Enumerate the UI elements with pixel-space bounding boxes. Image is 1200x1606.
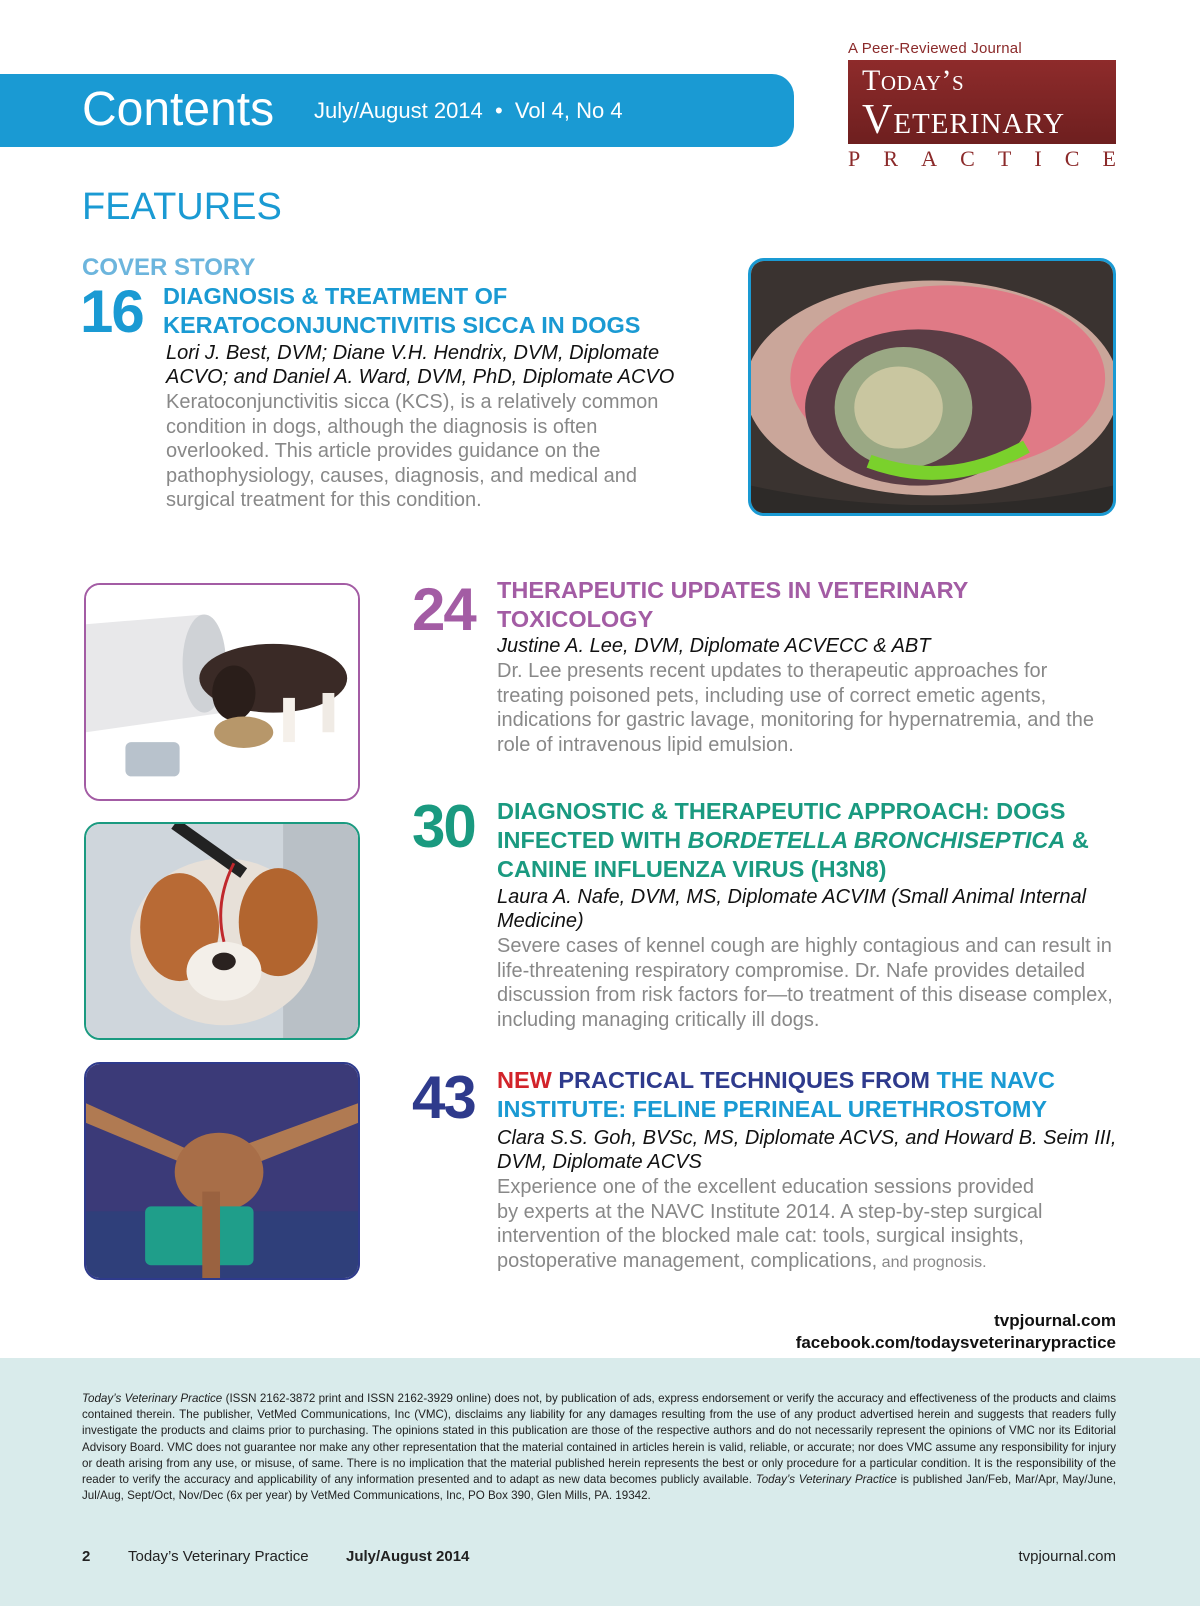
disclaimer-text: Today’s Veterinary Practice (ISSN 2162-3872 print and ISSN 2162-3929 online) does not, by publication of ads, express endorsement or verify the accuracy and effectiveness of the products and claims contained therein. The publisher, VetMed Communications, Inc (VMC), disclaims any liability for any damages resulting from the use of any product advertised herein and suggests that readers fully investigate the products and claims prior to purchasing. The opinions stated in this publication are those of the respective authors and do not necessarily represent the opinions of VMC nor its Editorial Advisory Board. VMC does not guarantee nor make any other representation that the material contained in articles herein is valid, reliable, or accurate; nor does VMC assume any responsibility for injury or death arising from any use, or misuse, of same. There is no implication that the material published herein represents the best or only procedure for a particular condition. It is the responsibility of the reader to verify the accuracy and applicability of any information presented and to adapt as new data becomes publicly available. Today’s Veterinary Practice is published Jan/Feb, Mar/Apr, May/June, Jul/Aug, Sept/Oct, Nov/Dec (6x per year) by VetMed Communications, Inc, PO Box 390, Glen Mills, PA. 19342.	[82, 1392, 1116, 1503]
article-title[interactable]: DIAGNOSTIC & THERAPEUTIC APPROACH: DOGS INFECTED WITH BORDETELLA BRONCHISEPTICA & CANINE INFLUENZA VIRUS (H3N8)	[497, 798, 1089, 882]
article-description: Keratoconjunctivitis sicca (KCS), is a relatively common condition in dogs, although the diagnosis is often overlooked. This article provides guidance on the pathophysiology, causes, diagnosis, and medical and surgical treatment for this condition.	[166, 391, 659, 511]
peer-reviewed-label: A Peer-Reviewed Journal	[848, 40, 1022, 57]
article-authors: Laura A. Nafe, DVM, MS, Diplomate ACVIM (Small Animal Internal Medicine)	[497, 886, 1087, 932]
article-title[interactable]: THERAPEUTIC UPDATES IN VETERINARY TOXICOLOGY	[497, 577, 968, 632]
puppy-photo	[84, 583, 360, 801]
article-title[interactable]: DIAGNOSIS & TREATMENT OF KERATOCONJUNCTIVITIS SICCA IN DOGS	[163, 283, 641, 338]
article-description: Dr. Lee presents recent updates to therapeutic approaches for treating poisoned pets, including use of correct emetic agents, indications for gastric lavage, monitoring for hypernatremia, and the role of intravenous lipid emulsion.	[497, 660, 1094, 756]
logo-text-veterinary: Veterinary	[862, 97, 1066, 143]
footer-website-link[interactable]: tvpjournal.com	[1018, 1548, 1116, 1565]
article-description: Severe cases of kennel cough are highly contagious and can result in life-threatening respiratory compromise. Dr. Nafe provides detailed discussion from risk factors for—to treatment of this disease complex, including managing critically ill dogs.	[497, 935, 1113, 1031]
footer-journal-name: Today’s Veterinary Practice	[128, 1548, 309, 1565]
issue-label: July/August 2014 • Vol 4, No 4	[314, 98, 623, 123]
footer-issue: July/August 2014	[346, 1548, 470, 1565]
cat-surgery-photo	[84, 1062, 360, 1280]
article-authors: Justine A. Lee, DVM, Diplomate ACVECC & ABT	[497, 635, 931, 657]
website-link[interactable]: tvpjournal.com	[994, 1311, 1116, 1330]
logo-text-practice: P R A C T I C E	[848, 146, 1116, 171]
article-page-number[interactable]: 43	[412, 1064, 475, 1131]
web-links	[796, 1310, 1116, 1354]
eye-image-icon	[751, 261, 1113, 513]
cover-story-label: COVER STORY	[82, 254, 256, 281]
article-page-number[interactable]: 30	[412, 793, 475, 860]
article-title[interactable]: NEW PRACTICAL TECHNIQUES FROM THE NAVC INSTITUTE: FELINE PERINEAL URETHROSTOMY	[497, 1067, 1055, 1122]
article-authors: Clara S.S. Goh, BVSc, MS, Diplomate ACVS, and Howard B. Seim III, DVM, Diplomate ACVS	[497, 1127, 1117, 1173]
cat-surgery-image-icon	[86, 1064, 358, 1278]
footer-page-number: 2	[82, 1548, 91, 1565]
features-heading: FEATURES	[82, 186, 282, 228]
article-page-number[interactable]: 16	[80, 278, 143, 345]
eye-photo	[748, 258, 1116, 516]
facebook-link[interactable]: facebook.com/todaysveterinarypractice	[795, 1333, 1116, 1352]
logo-text-todays: Today’s	[862, 64, 965, 97]
puppy-image-icon	[86, 585, 358, 799]
article-description: Experience one of the excellent education sessions provided by experts at the NAVC Institute 2014. A step-by-step surgical intervention of the blocked male cat: tools, surgical insights, postoperative management, complications, and prognosis.	[497, 1176, 1043, 1272]
article-authors: Lori J. Best, DVM; Diane V.H. Hendrix, DVM, Diplomate ACVO; and Daniel A. Ward, DVM, PhD, Diplomate ACVO	[166, 342, 675, 388]
dog-photo	[84, 822, 360, 1040]
dog-image-icon	[86, 824, 358, 1038]
article-page-number[interactable]: 24	[412, 576, 475, 643]
page-title: Contents	[82, 83, 275, 136]
